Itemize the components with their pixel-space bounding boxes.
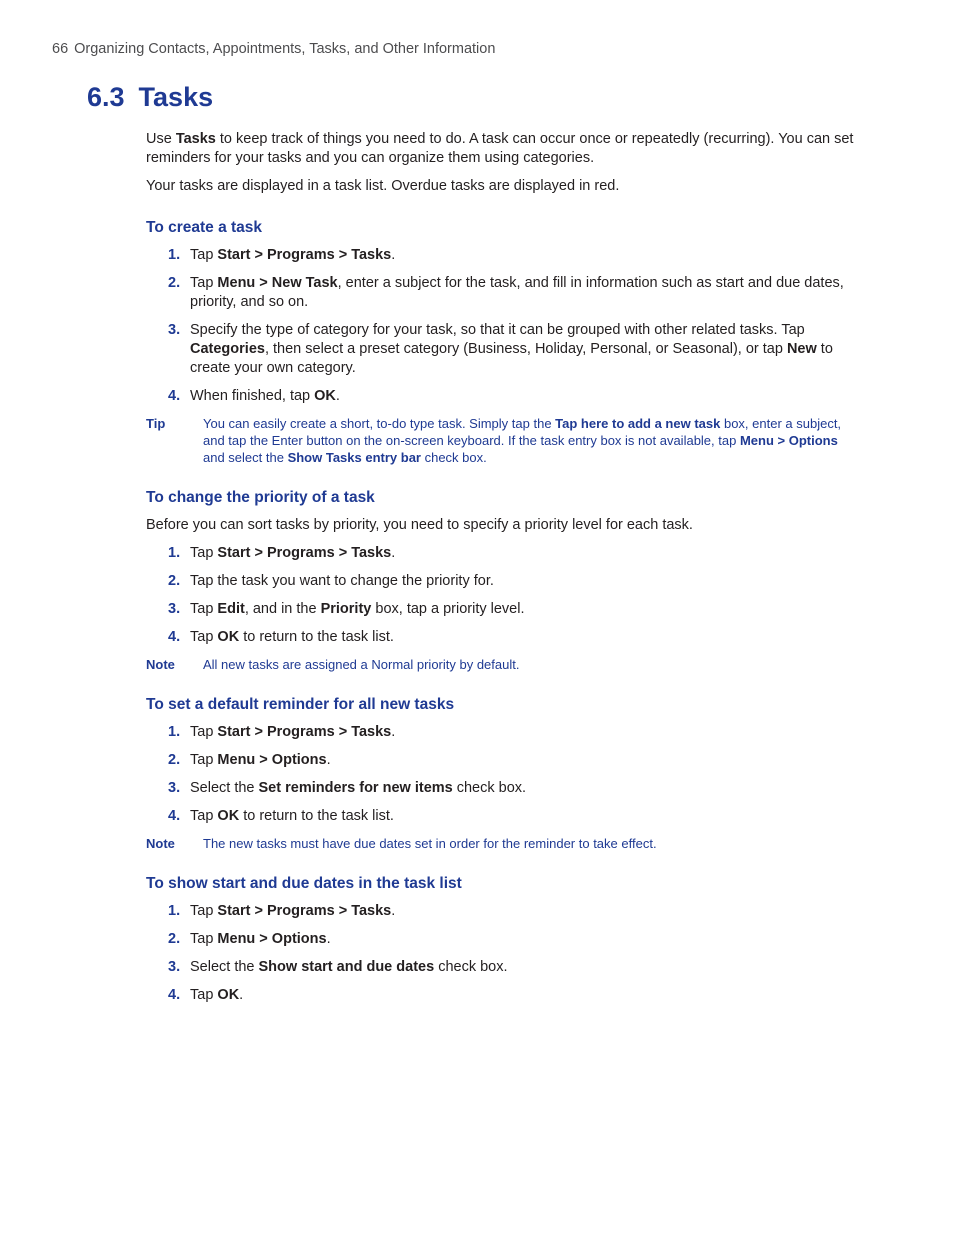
ui-term: Menu > New Task [217, 275, 338, 291]
text-run: Tap [190, 987, 218, 1003]
ui-term: Start > Programs > Tasks [217, 545, 392, 561]
tasks-term: Tasks [175, 131, 216, 147]
note-text: All new tasks are assigned a Normal priority by default. [203, 657, 520, 672]
text-run: , then select a preset category (Business, Holiday, Personal, or Seasonal), or tap [264, 341, 787, 357]
text-run: Tap [190, 808, 218, 824]
text-run: , and in the [244, 601, 321, 617]
section-name: Tasks [138, 82, 214, 112]
text-run: check box. [434, 959, 508, 975]
text-run: Select the [190, 780, 259, 796]
tip-text [203, 416, 841, 465]
step-item [146, 986, 856, 1005]
step-number: 2. [168, 275, 181, 291]
ui-term: Tap here to add a new task [555, 416, 721, 431]
ui-term: OK [217, 629, 240, 645]
ui-term: Start > Programs > Tasks [217, 903, 392, 919]
section-title [87, 82, 213, 113]
step-item [146, 779, 856, 798]
create-task-steps [146, 246, 856, 406]
reminder-note [146, 835, 856, 852]
step-number: 1. [168, 545, 181, 561]
priority-steps [146, 544, 856, 647]
step-number: 3. [168, 322, 181, 338]
priority-intro: Before you can sort tasks by priority, you need to specify a priority level for each task. [146, 517, 693, 533]
tip-callout [146, 415, 856, 466]
step-number: 2. [168, 931, 181, 947]
ui-term: Priority [320, 601, 372, 617]
ui-term: Menu > Options [217, 931, 327, 947]
create-task-heading: To create a task [146, 219, 263, 236]
step-number: 2. [168, 752, 181, 768]
step-item [146, 930, 856, 949]
priority-note [146, 656, 856, 673]
text-run: Tap [190, 752, 218, 768]
ui-term: New [786, 341, 817, 357]
ui-term: OK [314, 388, 336, 404]
tip-label: Tip [146, 416, 166, 431]
step-number: 4. [168, 388, 181, 404]
text-run: Tap [190, 903, 218, 919]
note-label: Note [146, 836, 175, 851]
section-number: 6.3 [87, 82, 125, 112]
step-number: 1. [168, 247, 181, 263]
ui-term: Menu > Options [739, 433, 838, 448]
text-run: . [391, 247, 396, 263]
running-header [52, 41, 495, 57]
text-run: . [239, 987, 244, 1003]
note-label: Note [146, 657, 175, 672]
page-number: 66 [52, 41, 69, 57]
text-run: . [326, 752, 331, 768]
text-run: Tap [190, 545, 218, 561]
priority-heading: To change the priority of a task [146, 489, 375, 506]
step-number: 3. [168, 780, 181, 796]
ui-term: Menu > Options [217, 752, 327, 768]
text-run: and select the [203, 450, 288, 465]
ui-term: OK [217, 987, 240, 1003]
step-number: 3. [168, 959, 181, 975]
ui-term: OK [217, 808, 240, 824]
step-number: 4. [168, 987, 181, 1003]
step-item [146, 387, 856, 406]
step-number: 2. [168, 573, 181, 589]
step-item [146, 321, 856, 378]
reminder-steps [146, 723, 856, 826]
step-number: 4. [168, 808, 181, 824]
step-item [146, 902, 856, 921]
ui-term: Start > Programs > Tasks [217, 247, 392, 263]
text-run: Tap [190, 629, 218, 645]
ui-term: Edit [217, 601, 245, 617]
text-run: Select the [190, 959, 259, 975]
text-run: Tap [190, 247, 218, 263]
text-run: When finished, tap [190, 388, 315, 404]
step-item [146, 572, 856, 591]
ui-term: Set reminders for new items [258, 780, 453, 796]
text-run: . [391, 903, 396, 919]
step-item [146, 958, 856, 977]
text-run: Tap [190, 931, 218, 947]
text-run: to return to the task list. [239, 808, 394, 824]
step-item [146, 544, 856, 563]
text-run: to create your own category. [190, 341, 833, 376]
text-run: Tap [190, 724, 218, 740]
text-run: box, tap a priority level. [371, 601, 525, 617]
text-run: , enter a subject for the task, and fill in information such as start and due dates, priority, and so on. [190, 275, 844, 310]
note-text: The new tasks must have due dates set in order for the reminder to take effect. [203, 836, 657, 851]
ui-term: Start > Programs > Tasks [217, 724, 392, 740]
ui-term: Show start and due dates [258, 959, 435, 975]
text-run: . [391, 724, 396, 740]
dates-steps [146, 902, 856, 1005]
step-item [146, 600, 856, 619]
page-content [146, 130, 856, 1014]
ui-term: Categories [190, 341, 265, 357]
text-run: to return to the task list. [239, 629, 394, 645]
step-number: 4. [168, 629, 181, 645]
running-title: Organizing Contacts, Appointments, Tasks, and Other Information [74, 41, 496, 57]
text-run: Tap the task you want to change the priority for. [190, 573, 494, 589]
text-run: Tap [190, 601, 218, 617]
overdue-paragraph: Your tasks are displayed in a task list. Overdue tasks are displayed in red. [146, 178, 620, 194]
text-run: . [335, 388, 340, 404]
step-number: 1. [168, 724, 181, 740]
step-item [146, 751, 856, 770]
intro-paragraph: Use Tasks to keep track of things you need to do. A task can occur once or repeatedly (recurring). You can set reminders for your tasks and you can organize them using categories. [146, 131, 854, 166]
step-item [146, 274, 856, 312]
step-item [146, 628, 856, 647]
step-item [146, 807, 856, 826]
step-number: 3. [168, 601, 181, 617]
text-run: Specify the type of category for your task, so that it can be grouped with other related tasks. Tap [190, 322, 805, 338]
text-run: check box. [420, 450, 487, 465]
step-item [146, 246, 856, 265]
text-run: You can easily create a short, to-do type task. Simply tap the [203, 416, 556, 431]
text-run: check box. [452, 780, 527, 796]
dates-heading: To show start and due dates in the task list [146, 875, 462, 892]
text-run: Tap [190, 275, 218, 291]
text-run: box, enter a subject, and tap the Enter button on the on-screen keyboard. If the task entry box is not available, tap [203, 416, 842, 448]
reminder-heading: To set a default reminder for all new tasks [146, 696, 455, 713]
step-item [146, 723, 856, 742]
step-number: 1. [168, 903, 181, 919]
text-run: . [326, 931, 331, 947]
ui-term: Show Tasks entry bar [287, 450, 421, 465]
text-run: . [391, 545, 396, 561]
